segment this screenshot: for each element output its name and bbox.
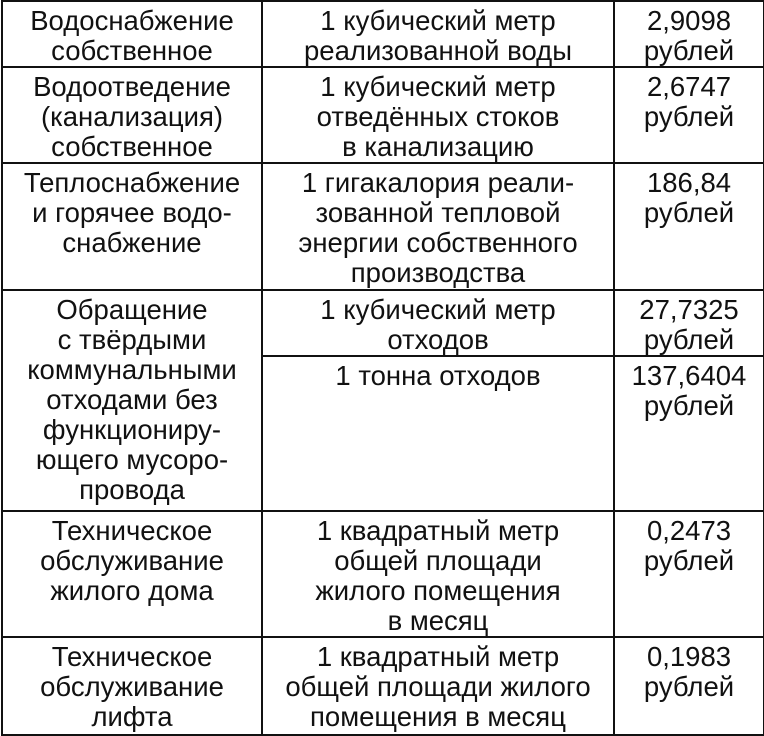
table-row xyxy=(2,511,764,637)
unit-cell: 1 кубический метр реализованной воды xyxy=(262,1,614,67)
price-cell: 137,6404 рублей xyxy=(614,356,764,511)
price-cell: 0,1983 рублей xyxy=(614,637,764,735)
unit-cell: 1 кубический метр отходов xyxy=(262,290,614,356)
unit-cell: 1 квадратный метр общей площади жилого помещения в месяц xyxy=(262,511,614,637)
service-cell: Техническое обслуживание лифта xyxy=(2,637,262,735)
service-cell: Техническое обслуживание жилого дома xyxy=(2,511,262,637)
price-cell: 2,9098 рублей xyxy=(614,1,764,67)
price-cell: 27,7325 рублей xyxy=(614,290,764,356)
table-row xyxy=(2,290,764,356)
unit-cell: 1 тонна отходов xyxy=(262,356,614,511)
table-row xyxy=(2,163,764,290)
price-cell: 2,6747 рублей xyxy=(614,67,764,163)
unit-cell: 1 квадратный метр общей площади жилого помещения в месяц xyxy=(262,637,614,735)
tariff-table xyxy=(1,0,764,736)
service-cell: Обращение с твёрдыми коммунальными отходами без функциониру- ющего мусоро- провода xyxy=(2,290,262,511)
service-cell: Водоотведение (канализация) собственное xyxy=(2,67,262,163)
service-cell: Теплоснабжение и горячее водо- снабжение xyxy=(2,163,262,290)
table-row xyxy=(2,67,764,163)
unit-cell: 1 кубический метр отведённых стоков в канализацию xyxy=(262,67,614,163)
table-row xyxy=(2,637,764,735)
price-cell: 0,2473 рублей xyxy=(614,511,764,637)
service-cell: Водоснабжение собственное xyxy=(2,1,262,67)
table-row xyxy=(2,1,764,67)
price-cell: 186,84 рублей xyxy=(614,163,764,290)
unit-cell: 1 гигакалория реали- зованной тепловой энергии собственного производства xyxy=(262,163,614,290)
